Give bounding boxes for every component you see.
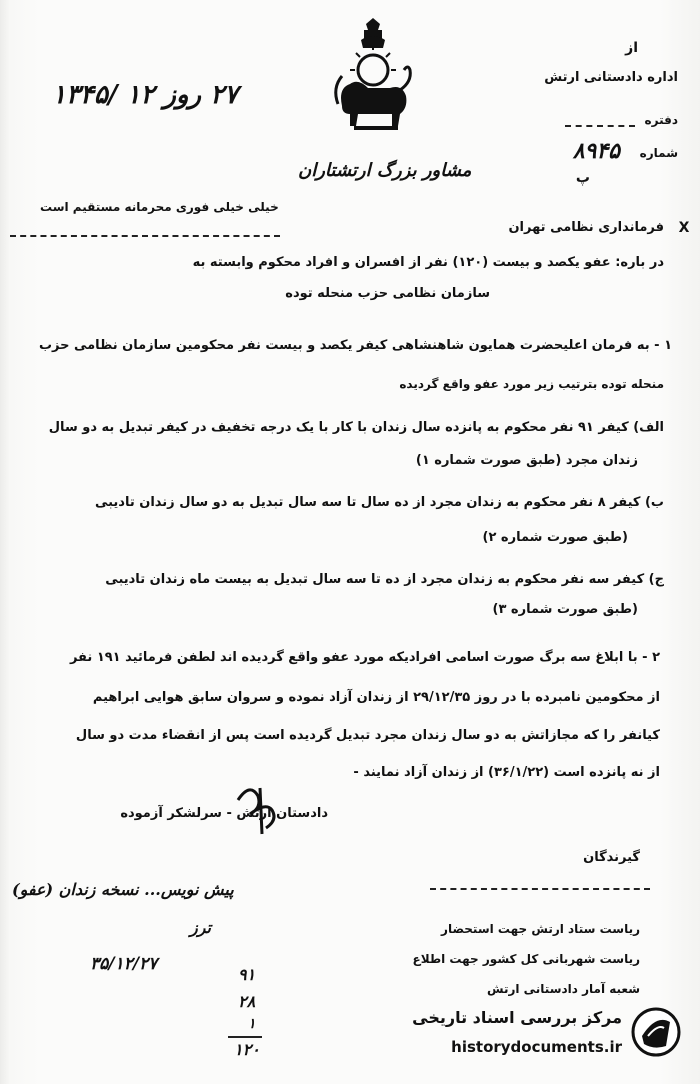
watermark bbox=[400, 1002, 690, 1072]
item-c-line-2: (طبق صورت شماره ۳) bbox=[492, 602, 638, 617]
tally-1: ۹۱ bbox=[238, 965, 256, 984]
tally-2: ۲۸ bbox=[238, 992, 256, 1011]
watermark-url: historydocuments.ir bbox=[451, 1038, 622, 1056]
item-b-line-2: (طبق صورت شماره ۲) bbox=[482, 530, 628, 545]
tally-3: ۱ bbox=[248, 1016, 256, 1032]
paragraph-2-line-2: از محکومین نامبرده با در روز ۲۹/۱۲/۳۵ از زندان آزاد نموده و سروان سابق هوایی ابراهیم bbox=[92, 690, 660, 705]
margin-note-line-2: ترز bbox=[190, 918, 212, 937]
recipient: فرمانداری نظامی تهران bbox=[508, 220, 664, 235]
subject-line-1: در باره: عفو یکصد و بیست (۱۲۰) نفر از افسران و افراد محکوم وابسته به bbox=[192, 255, 664, 270]
signature-line: دادستان ارتش - سرلشکر آزموده bbox=[120, 806, 328, 821]
number-value: ۸۹۴۵ bbox=[572, 138, 620, 164]
paragraph-1-line-1: ۱ - به فرمان اعلیحضرت همایون شاهنشاهی کیفر یکصد و بیست نفر محکومین سازمان نظامی حزب bbox=[38, 338, 672, 353]
council-title: مشاور بزرگ ارتشتاران bbox=[298, 160, 472, 181]
office-from-prefix: از bbox=[625, 40, 638, 56]
recipients-line-3: شعبه آمار دادستانی ارتش bbox=[486, 982, 640, 996]
item-a-line-1: الف) کیفر ۹۱ نفر محکوم به پانزده سال زندان با کار با یک درجه تخفیف در کیفر تبدیل به دو سال bbox=[48, 420, 664, 435]
lion-and-sun-emblem-icon bbox=[328, 18, 418, 136]
paragraph-1-line-2: منحله توده بترتیب زیر مورد عفو واقع گردیده bbox=[399, 377, 664, 391]
office-label: دفتره bbox=[644, 113, 678, 127]
office-fill-line bbox=[565, 125, 635, 127]
paragraph-2-line-1: ۲ - با ابلاغ سه برگ صورت اسامی افرادیکه مورد عفو واقع گردیده اند لطفن فرمائید ۱۹۱ نفر bbox=[69, 650, 660, 665]
archive-logo-icon bbox=[630, 1006, 682, 1058]
paragraph-2-line-4: از نه پانزده است (۳۶/۱/۲۲) از زندان آزاد نمایند - bbox=[353, 765, 660, 780]
subject-line-2: سازمان نظامی حزب منحله توده bbox=[285, 286, 490, 301]
number-label: شماره bbox=[639, 146, 678, 160]
office-from: اداره دادستانی ارتش bbox=[544, 70, 678, 85]
paragraph-2-line-3: کیانفر را که مجازاتش به دو سال زندان مجرد تبدیل گردیده است پس از انقضاء مدت دو سال bbox=[75, 728, 660, 743]
recipients-title: گیرندگان bbox=[583, 850, 640, 865]
item-a-line-2: زندان مجرد (طبق صورت شماره ۱) bbox=[415, 453, 638, 468]
item-b-line-1: ب) کیفر ۸ نفر محکوم به زندان مجرد از ده سال تا سه سال تبدیل به دو سال زندان تادیبی bbox=[94, 495, 664, 510]
handwritten-date: ۲۷ روز ۱۲ /۱۳۴۵ bbox=[52, 80, 239, 110]
item-c-line-1: ج) کیفر سه نفر محکوم به زندان مجرد از ده تا سه سال تبدیل به بیست ماه زندان تادیبی bbox=[105, 572, 664, 587]
classification-divider bbox=[10, 235, 280, 237]
margin-note-number: ۳۵/۱۲/۲۷ bbox=[90, 954, 158, 974]
watermark-title: مرکز بررسی اسناد تاریخی bbox=[412, 1008, 622, 1027]
recipients-line-2: ریاست شهربانی کل کشور جهت اطلاع bbox=[412, 952, 640, 966]
enclosure-mark: پ bbox=[575, 170, 590, 186]
tally-total: ۱۲۰ bbox=[234, 1040, 260, 1059]
tally-sum-rule bbox=[228, 1036, 262, 1038]
recipients-divider bbox=[430, 888, 650, 890]
margin-note-line-1: پیش نویس... نسخه زندان (عفو) bbox=[12, 880, 234, 899]
recipients-line-1: ریاست ستاد ارتش جهت استحضار bbox=[441, 922, 640, 936]
classification-line: خیلی خیلی فوری محرمانه مستقیم است bbox=[40, 200, 279, 214]
recipient-marker: X bbox=[678, 220, 690, 236]
